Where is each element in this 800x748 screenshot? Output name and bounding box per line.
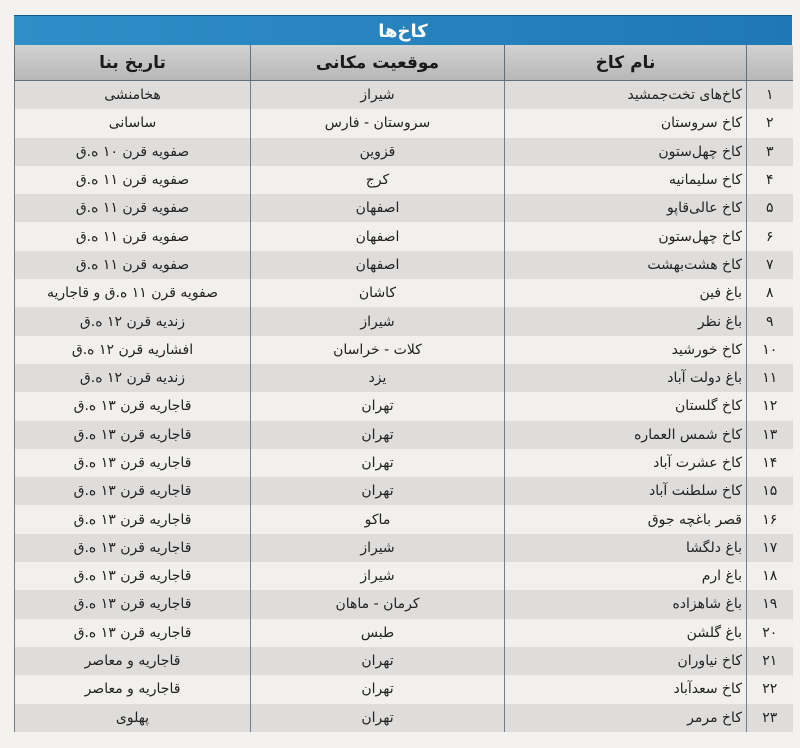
palace-name: قصر باغچه جوق [505,505,747,533]
construction-date: زندیه قرن ۱۲ ه.ق [15,364,251,392]
row-number: ۲ [747,109,793,137]
table-title: کاخ‌ها [14,15,792,47]
palace-name: باغ فین [505,279,747,307]
row-number: ۵ [747,194,793,222]
table-row [15,675,793,703]
palace-location: تهران [251,421,505,449]
row-number: ۱۱ [747,364,793,392]
palaces-table [14,45,793,732]
table-row [15,194,793,222]
construction-date: قاجاریه و معاصر [15,675,251,703]
palace-name: کاخ شمس العماره [505,421,747,449]
palace-location: کرج [251,166,505,194]
construction-date: صفویه قرن ۱۱ ه.ق [15,194,251,222]
palace-name: کاخ گلستان [505,392,747,420]
palace-location: تهران [251,449,505,477]
palace-location: اصفهان [251,194,505,222]
palace-name: کاخ نیاوران [505,647,747,675]
palace-name: کاخ مرمر [505,704,747,732]
palace-location: تهران [251,647,505,675]
palace-name: کاخ خورشید [505,336,747,364]
palace-name: کاخ سلطنت آباد [505,477,747,505]
construction-date: قاجاریه قرن ۱۳ ه.ق [15,505,251,533]
construction-date: قاجاریه قرن ۱۳ ه.ق [15,534,251,562]
row-number: ۳ [747,138,793,166]
table-row [15,364,793,392]
table-row [15,562,793,590]
table-row [15,647,793,675]
table-body [15,81,793,732]
construction-date: صفویه قرن ۱۰ ه.ق [15,138,251,166]
row-number: ۸ [747,279,793,307]
palace-location: طبس [251,619,505,647]
construction-date: قاجاریه قرن ۱۳ ه.ق [15,449,251,477]
palace-name: باغ گلشن [505,619,747,647]
palace-name: باغ دولت آباد [505,364,747,392]
header-palace-name: نام کاخ [505,45,747,81]
row-number: ۷ [747,251,793,279]
row-number: ۱ [747,81,793,110]
palace-location: شیراز [251,534,505,562]
table-row [15,449,793,477]
palace-name: باغ دلگشا [505,534,747,562]
palace-name: کاخ سروستان [505,109,747,137]
palace-location: سروستان - فارس [251,109,505,137]
palace-location: اصفهان [251,222,505,250]
table-header-row [15,45,793,81]
construction-date: قاجاریه قرن ۱۳ ه.ق [15,562,251,590]
header-location: موقعیت مکانی [251,45,505,81]
palace-name: باغ ارم [505,562,747,590]
palace-name: کاخ سلیمانیه [505,166,747,194]
table-row [15,251,793,279]
row-number: ۱۳ [747,421,793,449]
construction-date: ساسانی [15,109,251,137]
palace-name: کاخ عالی‌قاپو [505,194,747,222]
table-row [15,336,793,364]
header-construction-date: تاریخ بنا [15,45,251,81]
palace-location: شیراز [251,81,505,110]
row-number: ۲۲ [747,675,793,703]
row-number: ۱۰ [747,336,793,364]
palace-location: کلات - خراسان [251,336,505,364]
construction-date: قاجاریه قرن ۱۳ ه.ق [15,421,251,449]
table-row [15,279,793,307]
row-number: ۶ [747,222,793,250]
palace-location: شیراز [251,307,505,335]
table-row [15,704,793,732]
construction-date: قاجاریه قرن ۱۳ ه.ق [15,619,251,647]
table-row [15,81,793,110]
construction-date: زندیه قرن ۱۲ ه.ق [15,307,251,335]
construction-date: قاجاریه و معاصر [15,647,251,675]
table-row [15,534,793,562]
row-number: ۴ [747,166,793,194]
palace-name: کاخ عشرت آباد [505,449,747,477]
palace-location: تهران [251,675,505,703]
construction-date: صفویه قرن ۱۱ ه.ق [15,222,251,250]
palace-name: کاخ چهل‌ستون [505,222,747,250]
header-number [747,45,793,81]
palace-name: کاخ‌های تخت‌جمشید [505,81,747,110]
palace-location: شیراز [251,562,505,590]
table-row [15,619,793,647]
table-row [15,307,793,335]
table-row [15,166,793,194]
palace-location: تهران [251,704,505,732]
row-number: ۲۱ [747,647,793,675]
palace-name: کاخ سعدآباد [505,675,747,703]
row-number: ۱۴ [747,449,793,477]
construction-date: افشاریه قرن ۱۲ ه.ق [15,336,251,364]
row-number: ۹ [747,307,793,335]
row-number: ۲۰ [747,619,793,647]
row-number: ۱۶ [747,505,793,533]
palace-location: تهران [251,392,505,420]
row-number: ۱۸ [747,562,793,590]
construction-date: صفویه قرن ۱۱ ه.ق [15,251,251,279]
table-row [15,477,793,505]
palace-name: باغ شاهزاده [505,590,747,618]
table-row [15,109,793,137]
table-row [15,505,793,533]
construction-date: قاجاریه قرن ۱۳ ه.ق [15,477,251,505]
palace-location: کرمان - ماهان [251,590,505,618]
palace-location: تهران [251,477,505,505]
palace-location: کاشان [251,279,505,307]
row-number: ۱۲ [747,392,793,420]
palace-location: ماکو [251,505,505,533]
table-row [15,590,793,618]
palace-location: اصفهان [251,251,505,279]
construction-date: صفویه قرن ۱۱ ه.ق [15,166,251,194]
table-row [15,421,793,449]
table-row [15,138,793,166]
construction-date: قاجاریه قرن ۱۳ ه.ق [15,590,251,618]
table-row [15,222,793,250]
row-number: ۱۷ [747,534,793,562]
palace-name: کاخ هشت‌بهشت [505,251,747,279]
table-row [15,392,793,420]
construction-date: پهلوی [15,704,251,732]
row-number: ۲۳ [747,704,793,732]
palace-name: باغ نظر [505,307,747,335]
construction-date: صفویه قرن ۱۱ ه.ق و قاجاریه [15,279,251,307]
palace-name: کاخ چهل‌ستون [505,138,747,166]
construction-date: قاجاریه قرن ۱۳ ه.ق [15,392,251,420]
construction-date: هخامنشی [15,81,251,110]
palace-location: یزد [251,364,505,392]
row-number: ۱۹ [747,590,793,618]
palace-location: قزوین [251,138,505,166]
row-number: ۱۵ [747,477,793,505]
